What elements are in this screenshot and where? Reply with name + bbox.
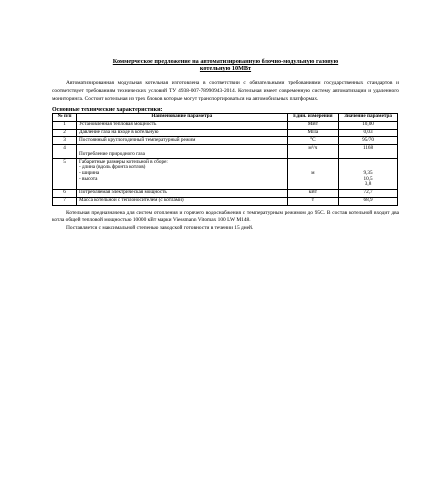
parameter-name-line: Габаритные размеры котельной в сборе:	[78, 158, 168, 165]
table-row	[53, 189, 398, 197]
table-body	[53, 121, 398, 205]
table-row	[53, 137, 398, 145]
parameter-name-cell	[76, 129, 287, 137]
unit-cell: °С	[287, 137, 338, 145]
title-line-2: котельную 10МВт	[199, 65, 252, 73]
unit-cell: МВт	[287, 121, 338, 129]
row-number: 7	[53, 197, 77, 205]
value-line: 68,9	[363, 197, 373, 204]
table-row	[53, 145, 398, 159]
value-cell	[339, 197, 398, 205]
value-line: 1168	[362, 144, 374, 151]
parameter-name-line: - длина (вдоль фронта котлов)	[78, 164, 146, 171]
table-header-row	[53, 113, 398, 121]
parameters-table	[52, 113, 398, 206]
value-line: 95/70	[362, 137, 374, 144]
unit-cell: т	[287, 197, 338, 205]
parameter-name-cell	[76, 189, 287, 197]
unit-cell: кВт	[287, 189, 338, 197]
value-line: 10,5	[363, 175, 373, 182]
row-number: 5	[53, 158, 77, 189]
parameter-name-cell	[76, 158, 287, 189]
header-unit: Един. измерения	[287, 113, 338, 121]
row-number: 1	[53, 121, 77, 129]
value-line: 3,8	[364, 181, 372, 188]
row-number: 4	[53, 145, 77, 159]
title-line-1: Коммерческое предложение на автоматизированную блочно-модульную газовую	[112, 58, 339, 65]
header-name: Наименование параметра	[76, 113, 287, 121]
parameter-name-cell	[76, 121, 287, 129]
parameter-name-line: Установленная тепловая мощность	[78, 121, 157, 128]
unit-cell: МПа	[287, 129, 338, 137]
value-cell	[339, 121, 398, 129]
parameter-name-line: Потребление природного газа	[78, 150, 145, 157]
parameter-name-cell	[76, 145, 287, 159]
row-number: 3	[53, 137, 77, 145]
value-cell	[339, 189, 398, 197]
header-value: Значение параметра	[339, 113, 398, 121]
parameter-name-cell	[76, 197, 287, 205]
parameter-name-cell	[76, 137, 287, 145]
value-cell	[339, 129, 398, 137]
parameter-name-line: - ширина	[78, 170, 100, 177]
parameter-name-line: Потребляемая электрическая мощность	[78, 189, 167, 196]
value-cell	[339, 145, 398, 159]
section-title: Основные технические характеристики:	[52, 106, 163, 113]
value-line: 72,7	[363, 189, 373, 196]
document-title	[52, 58, 399, 72]
value-cell	[339, 137, 398, 145]
table-row	[53, 121, 398, 129]
table-row	[53, 158, 398, 189]
row-number: 2	[53, 129, 77, 137]
table-row	[53, 129, 398, 137]
closing-paragraph-2: Поставляется с максимальной степенью заводской готовности в течении 15 дней.	[66, 225, 254, 232]
closing-text	[52, 210, 399, 233]
value-line: 0,03	[363, 129, 373, 136]
parameter-name-line: Давление газа на входе в котельную	[78, 129, 159, 136]
closing-paragraph-1: Котельная предназначена для систем отопления и горячего водоснабжения с температурным режимом до 95С. В состав котельной входит два котла общей тепловой мощностью 10000 кВт марки Viessmann Vitomax 100 LW M148.	[52, 209, 399, 224]
header-num: № п/п	[53, 113, 77, 121]
parameter-name-line: Масса котельной с теплоносителем (с котлами)	[78, 197, 184, 204]
row-number: 6	[53, 189, 77, 197]
value-line: 10,00	[362, 121, 374, 128]
parameter-name-line: - высота	[78, 175, 98, 182]
intro-paragraph: Автоматизированная модульная котельная изготовлена в соответствии с обязательными требованиями государственных стандартов и соответствует требованиям технических условий ТУ 4938-007-78990943-2014. Котельная имеет современную систему автоматизации и удаленного мониторинга. Состоит котельная из трех блоков которые могут транспортироваться на автомобильных платформах.	[52, 80, 399, 102]
value-line: 9,35	[363, 170, 373, 177]
parameter-name-line: Постоянный круглогодичный температурный режим	[78, 137, 196, 144]
unit-cell: м	[287, 158, 338, 189]
value-cell	[339, 158, 398, 189]
table-row	[53, 197, 398, 205]
unit-cell: м³/ч	[287, 145, 338, 159]
